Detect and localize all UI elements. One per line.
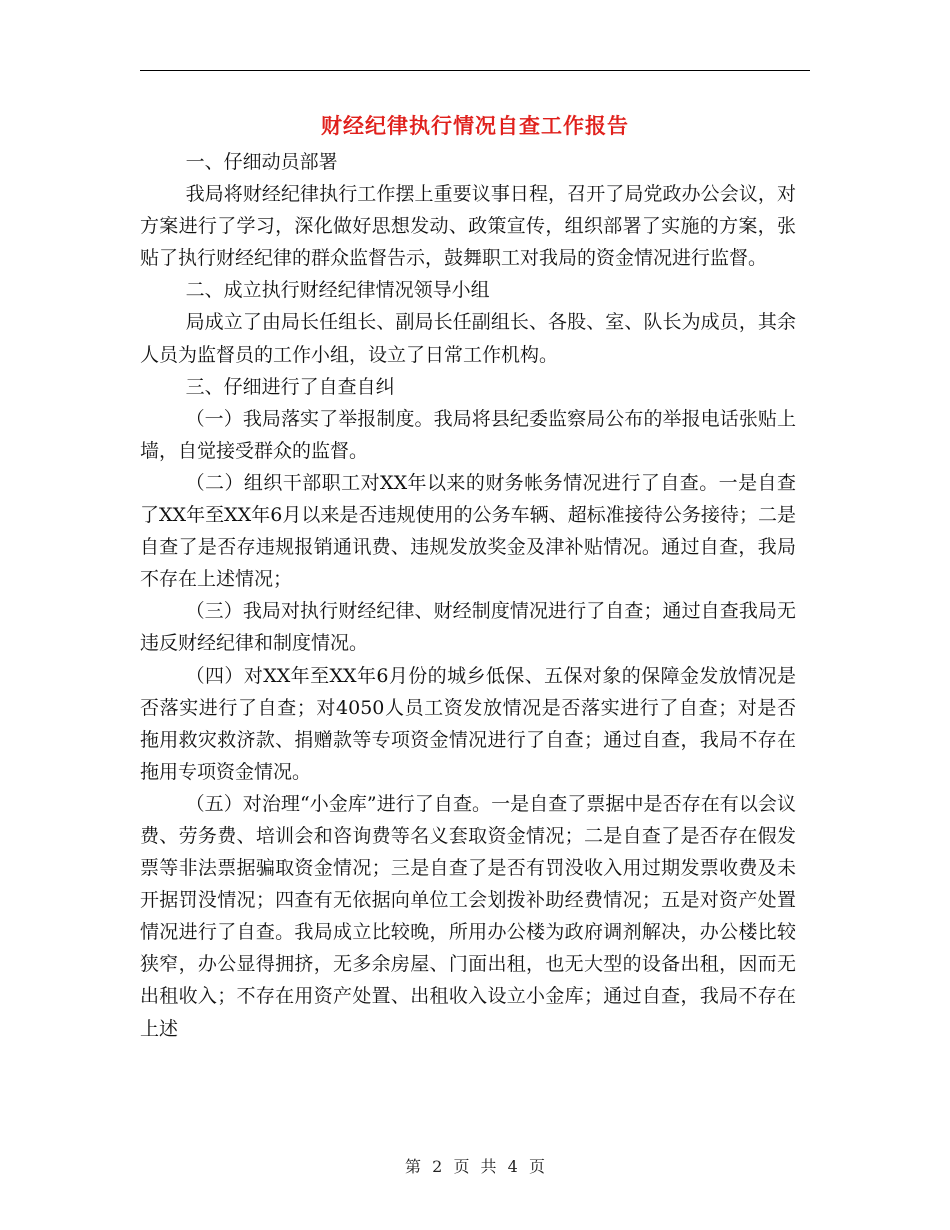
footer-prefix: 第 <box>405 1157 422 1176</box>
document-title: 财经纪律执行情况自查工作报告 <box>321 113 629 138</box>
footer-total-pages: 4 <box>507 1157 518 1176</box>
paragraph: （五）对治理“小金库”进行了自查。一是自查了票据中是否存在有以会议费、劳务费、培训会和咨询费等名义套取资金情况；二是自查了是否存在假发票等非法票据骗取资金情况；三是自查了是否有罚没收入用过期发票收费及未开据罚没情况；四查有无依据向单位工会划拨补助经费情况；五是对资产处置情况进行了自查。我局成立比较晚，所用办公楼为政府调剂解决，办公楼比较狭窄，办公显得拥挤，无多余房屋、门面出租，也无大型的设备出租，因而无出租收入；不存在用资产处置、出租收入设立小金库；通过自查，我局不存在上述 <box>140 792 796 1040</box>
footer-total-unit: 页 <box>528 1157 545 1176</box>
footer-page-unit: 页 <box>453 1157 470 1176</box>
paragraph: （一）我局落实了举报制度。我局将县纪委监察局公布的举报电话张贴上墙，自觉接受群众的监督。 <box>140 407 796 462</box>
section-heading-2: 二、成立执行财经纪律情况领导小组 <box>185 279 490 302</box>
section-heading-1: 一、仔细动员部署 <box>185 151 338 173</box>
footer-page-number: 2 <box>432 1157 443 1176</box>
paragraph: （四）对XX年至XX年6月份的城乡低保、五保对象的保障金发放情况是否落实进行了自查；对4050人员工资发放情况是否落实进行了自查；对是否拖用救灾救济款、捐赠款等专项资金情况进行了自查；通过自查，我局不存在拖用专项资金情况。 <box>140 664 796 783</box>
paragraph: 我局将财经纪律执行工作摆上重要议事日程，召开了局党政办公会议，对方案进行了学习，深化做好思想发动、政策宣传，组织部署了实施的方案，张贴了执行财经纪律的群众监督告示，鼓舞职工对我局的资金情况进行监督。 <box>140 183 796 270</box>
section-heading-3: 三、仔细进行了自查自纠 <box>185 375 395 398</box>
paragraph: （二）组织干部职工对XX年以来的财务帐务情况进行了自查。一是自查了XX年至XX年6月以来是否违规使用的公务车辆、超标准接待公务接待；二是自查了是否存违规报销通讯费、违规发放奖金及津补贴情况。通过自查，我局不存在上述情况； <box>140 471 796 591</box>
document-body <box>140 146 796 1045</box>
paragraph: （三）我局对执行财经纪律、财经制度情况进行了自查；通过自查我局无违反财经纪律和制度情况。 <box>140 600 796 655</box>
page-footer <box>0 1154 950 1177</box>
footer-total-prefix: 共 <box>480 1157 497 1176</box>
paragraph: 局成立了由局长任组长、副局长任副组长、各股、室、队长为成员，其余人员为监督员的工作小组，设立了日常工作机构。 <box>140 311 796 366</box>
header-rule <box>140 70 810 71</box>
